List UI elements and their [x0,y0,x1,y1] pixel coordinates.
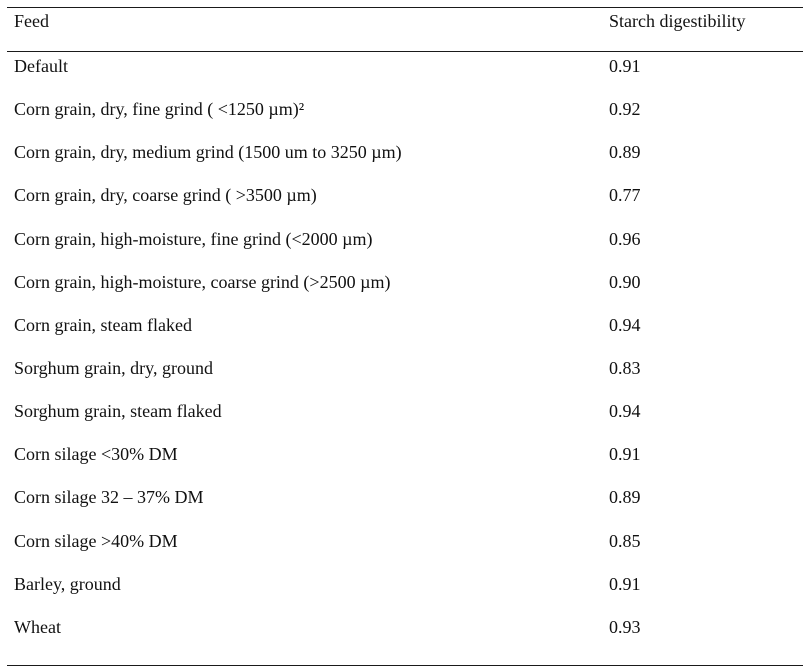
table-row [7,483,803,526]
digestibility-cell: 0.89 [609,142,641,163]
feed-cell: Corn grain, dry, medium grind (1500 um to 3250 µm) [14,142,402,163]
feed-cell: Corn silage <30% DM [14,444,178,465]
feed-cell: Corn grain, dry, fine grind ( <1250 µm)² [14,99,305,120]
digestibility-cell: 0.85 [609,530,641,551]
table-header [7,8,803,51]
table-row [7,95,803,138]
digestibility-cell: 0.91 [609,56,641,76]
starch-digestibility-table [7,7,803,666]
table-row [7,311,803,354]
table-row [7,52,803,95]
table-row [7,354,803,397]
table-row [7,570,803,613]
digestibility-cell: 0.90 [609,271,641,292]
feed-cell: Default [14,56,68,76]
digestibility-cell: 0.92 [609,99,641,120]
digestibility-cell: 0.89 [609,487,641,508]
bottom-rule [7,665,803,666]
table-row [7,527,803,570]
feed-cell: Corn grain, high-moisture, fine grind (<2000 µm) [14,228,373,249]
feed-cell: Corn silage 32 – 37% DM [14,487,204,508]
bottom-spacer [7,656,803,665]
digestibility-cell: 0.94 [609,401,641,422]
digestibility-cell: 0.96 [609,228,641,249]
table-row [7,397,803,440]
header-feed: Feed [14,11,49,31]
feed-cell: Corn grain, steam flaked [14,314,192,335]
table-row [7,268,803,311]
digestibility-cell: 0.83 [609,357,641,378]
table-row [7,440,803,483]
table-row [7,613,803,656]
feed-cell: Sorghum grain, dry, ground [14,357,213,378]
header-starch-digestibility: Starch digestibility [609,11,746,31]
table-row [7,181,803,224]
feed-cell: Corn grain, dry, coarse grind ( >3500 µm) [14,185,317,206]
feed-cell: Sorghum grain, steam flaked [14,401,222,422]
table-body [7,52,803,656]
digestibility-cell: 0.94 [609,314,641,335]
table-row [7,225,803,268]
digestibility-cell: 0.77 [609,185,641,206]
feed-cell: Corn grain, high-moisture, coarse grind (>2500 µm) [14,271,391,292]
feed-cell: Wheat [14,616,61,637]
digestibility-cell: 0.93 [609,616,641,637]
feed-cell: Corn silage >40% DM [14,530,178,551]
digestibility-cell: 0.91 [609,573,641,594]
table-row [7,138,803,181]
feed-cell: Barley, ground [14,573,121,594]
digestibility-cell: 0.91 [609,444,641,465]
